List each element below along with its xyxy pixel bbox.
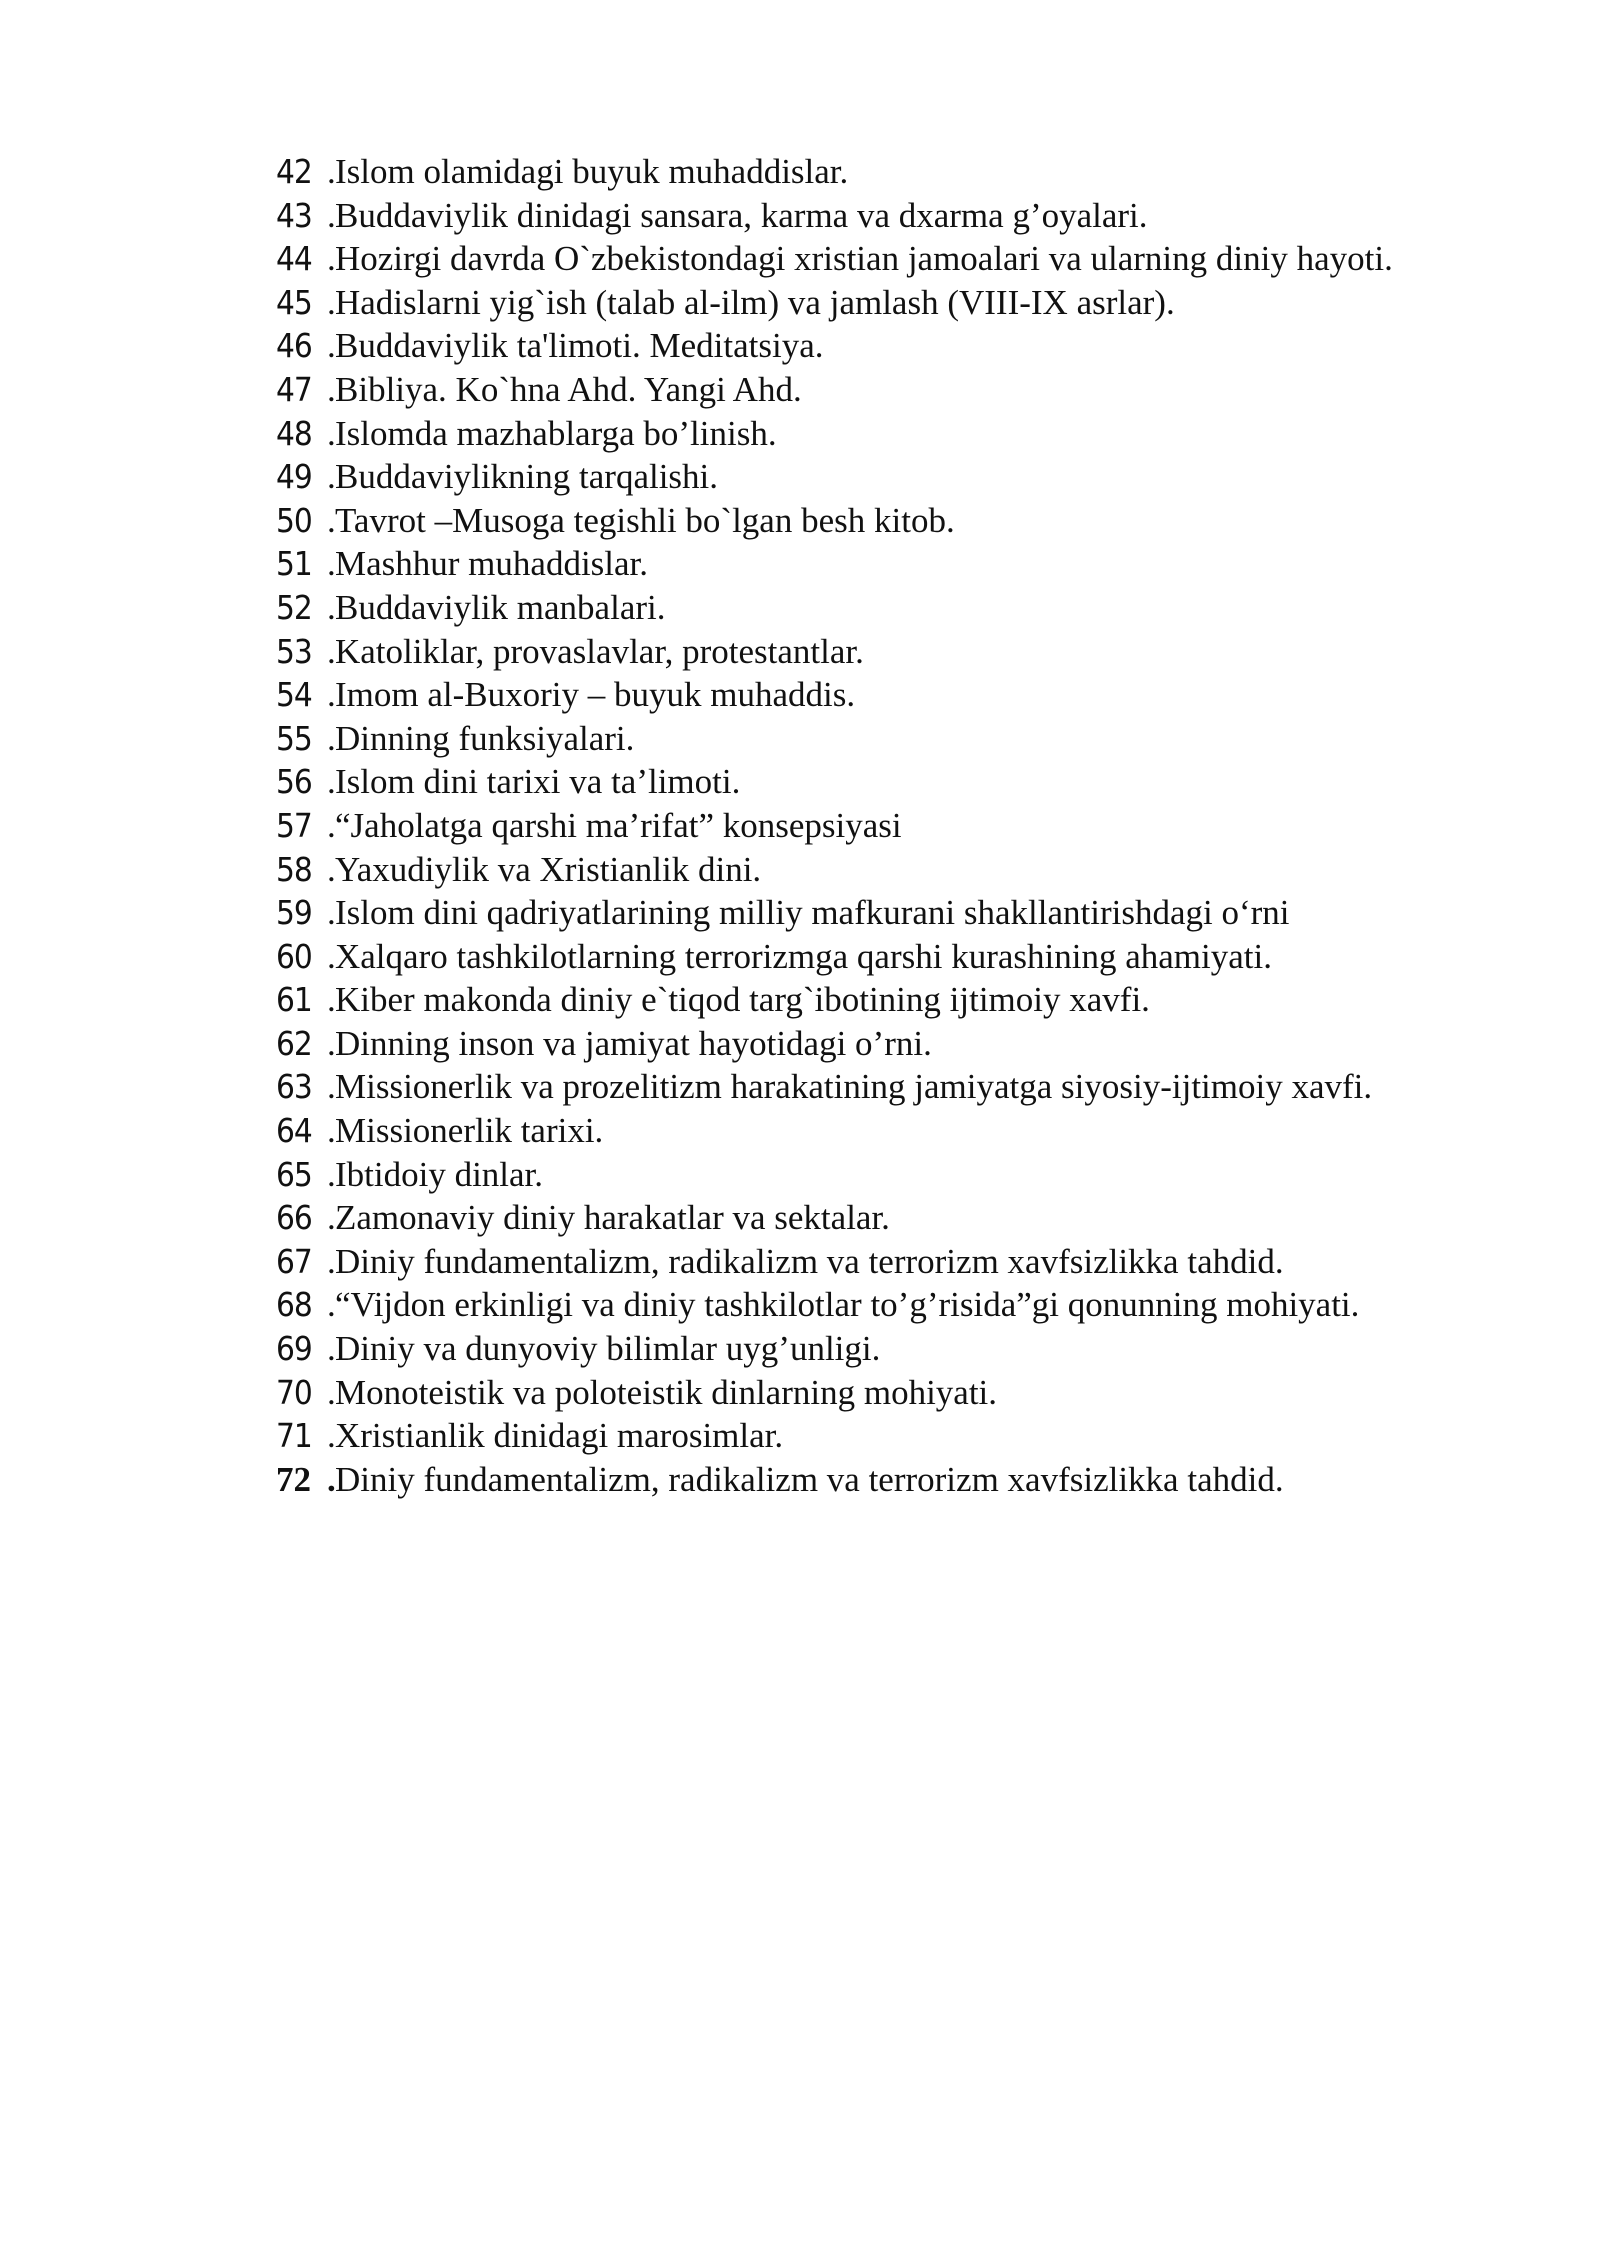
list-item (276, 281, 1476, 325)
item-text: “Vijdon erkinligi va diniy tashkilotlar to’g’risida”gi qonunning mohiyati. (335, 1285, 1360, 1325)
item-number-period: . (327, 544, 336, 584)
item-text: Islom dini tarixi va ta’limoti. (335, 762, 741, 802)
item-number-period: . (327, 1459, 336, 1499)
list-item (276, 324, 1476, 368)
item-text: Diniy fundamentalizm, radikalizm va terrorizm xavfsizlikka tahdid. (335, 1241, 1284, 1281)
item-number-period: . (327, 500, 336, 540)
list-item (276, 1371, 1476, 1415)
item-text: Hozirgi davrda O`zbekistondagi xristian jamoalari va ularning diniy hayoti. (335, 239, 1393, 279)
item-number: 51 (276, 544, 312, 584)
item-number-period: . (327, 675, 336, 715)
item-text: Missionerlik tarixi. (335, 1111, 604, 1151)
item-text: Dinning funksiyalari. (335, 718, 635, 758)
item-number: 63 (276, 1067, 312, 1107)
item-number: 44 (276, 239, 312, 279)
list-item (276, 499, 1476, 543)
item-text: “Jaholatga qarshi ma’rifat” konsepsiyasi (335, 805, 902, 845)
list-item (276, 717, 1476, 761)
item-number-period: . (327, 718, 336, 758)
item-text: Diniy va dunyoviy bilimlar uyg’unligi. (335, 1329, 881, 1369)
list-item (276, 935, 1476, 979)
list-item (276, 1196, 1476, 1240)
item-number-period: . (327, 1285, 336, 1325)
item-number-period: . (327, 326, 336, 366)
list-item (276, 1458, 1476, 1502)
item-number-period: . (327, 195, 336, 235)
item-text: Mashhur muhaddislar. (335, 544, 649, 584)
list-item (276, 412, 1476, 456)
item-number-period: . (327, 936, 336, 976)
item-number-period: . (327, 980, 336, 1020)
item-number-period: . (327, 1111, 336, 1151)
item-text: Missionerlik va prozelitizm harakatining jamiyatga siyosiy-ijtimoiy xavfi. (335, 1067, 1373, 1107)
item-number-period: . (327, 1329, 336, 1369)
item-text: Zamonaviy diniy harakatlar va sektalar. (335, 1198, 890, 1238)
list-item (276, 1022, 1476, 1066)
item-number: 53 (276, 631, 312, 671)
item-number: 64 (276, 1111, 312, 1151)
list-item (276, 1065, 1476, 1109)
list-item (276, 1283, 1476, 1327)
item-text: Monoteistik va poloteistik dinlarning mohiyati. (335, 1372, 998, 1412)
item-number-period: . (327, 1023, 336, 1063)
item-number: 57 (276, 805, 312, 845)
list-item (276, 760, 1476, 804)
item-number: 46 (276, 326, 312, 366)
list-item (276, 586, 1476, 630)
item-number: 67 (276, 1241, 312, 1281)
list-item (276, 455, 1476, 499)
item-text: Kiber makonda diniy e`tiqod targ`ibotining ijtimoiy xavfi. (335, 980, 1150, 1020)
item-number-period: . (327, 413, 336, 453)
list-item (276, 1153, 1476, 1197)
list-item (276, 1240, 1476, 1284)
item-number-period: . (327, 1154, 336, 1194)
item-number-period: . (327, 849, 336, 889)
item-number-period: . (327, 152, 336, 191)
item-number-period: . (327, 457, 336, 497)
item-text: Islom dini qadriyatlarining milliy mafkurani shakllantirishdagi o‘rni (335, 893, 1290, 933)
item-number-period: . (327, 587, 336, 627)
item-number: 60 (276, 936, 312, 976)
list-item (276, 150, 1476, 194)
item-number: 71 (276, 1416, 312, 1456)
item-number: 68 (276, 1285, 312, 1325)
item-text: Islom olamidagi buyuk muhaddislar. (335, 152, 849, 191)
topic-list (276, 150, 1476, 1501)
item-number: 56 (276, 762, 312, 802)
item-number: 50 (276, 500, 312, 540)
item-number-period: . (327, 369, 336, 409)
item-number: 47 (276, 369, 312, 409)
list-item (276, 542, 1476, 586)
item-text: Islomda mazhablarga bo’linish. (335, 413, 777, 453)
item-number: 54 (276, 675, 312, 715)
item-number: 72 (276, 1459, 311, 1499)
item-number-period: . (327, 239, 336, 279)
item-number-period: . (327, 1372, 336, 1412)
list-item (276, 630, 1476, 674)
list-item (276, 1109, 1476, 1153)
item-text: Xristianlik dinidagi marosimlar. (335, 1416, 784, 1456)
item-number-period: . (327, 893, 336, 933)
item-text: Buddaviylik ta'limoti. Meditatsiya. (335, 326, 824, 366)
list-item (276, 1327, 1476, 1371)
item-number: 61 (276, 980, 312, 1020)
item-number-period: . (327, 1198, 336, 1238)
item-number: 65 (276, 1154, 312, 1194)
item-text: Ibtidoiy dinlar. (335, 1154, 544, 1194)
item-number-period: . (327, 1067, 336, 1107)
item-text: Buddaviylik dinidagi sansara, karma va dxarma g’oyalari. (335, 195, 1148, 235)
list-item (276, 804, 1476, 848)
item-text: Diniy fundamentalizm, radikalizm va terrorizm xavfsizlikka tahdid. (335, 1459, 1284, 1499)
item-number: 45 (276, 282, 312, 322)
item-number: 48 (276, 413, 312, 453)
item-number: 49 (276, 457, 312, 497)
list-item (276, 848, 1476, 892)
item-text: Dinning inson va jamiyat hayotidagi o’rni. (335, 1023, 932, 1063)
item-text: Tavrot –Musoga tegishli bo`lgan besh kitob. (335, 500, 955, 540)
item-text: Xalqaro tashkilotlarning terrorizmga qarshi kurashining ahamiyati. (335, 936, 1272, 976)
list-item (276, 673, 1476, 717)
item-number-period: . (327, 805, 336, 845)
list-item (276, 978, 1476, 1022)
item-text: Katoliklar, provaslavlar, protestantlar. (335, 631, 864, 671)
item-number: 59 (276, 893, 312, 933)
item-number: 52 (276, 587, 312, 627)
list-item (276, 891, 1476, 935)
item-text: Bibliya. Ko`hna Ahd. Yangi Ahd. (335, 369, 802, 409)
list-item (276, 194, 1476, 238)
item-number-period: . (327, 762, 336, 802)
item-number: 66 (276, 1198, 312, 1238)
item-text: Buddaviylik manbalari. (335, 587, 666, 627)
list-item (276, 237, 1476, 281)
item-number: 42 (276, 152, 312, 191)
item-number: 70 (276, 1372, 312, 1412)
item-text: Buddaviylikning tarqalishi. (335, 457, 719, 497)
item-number-period: . (327, 282, 336, 322)
item-number: 43 (276, 195, 312, 235)
item-text: Yaxudiylik va Xristianlik dini. (335, 849, 762, 889)
item-number: 55 (276, 718, 312, 758)
list-item (276, 368, 1476, 412)
list-item (276, 1414, 1476, 1458)
item-number: 69 (276, 1329, 312, 1369)
item-number-period: . (327, 1416, 336, 1456)
item-number: 58 (276, 849, 312, 889)
item-number-period: . (327, 631, 336, 671)
item-number: 62 (276, 1023, 312, 1063)
item-text: Imom al-Buxoriy – buyuk muhaddis. (335, 675, 856, 715)
item-number-period: . (327, 1241, 336, 1281)
item-text: Hadislarni yig`ish (talab al-ilm) va jamlash (VIII-IX asrlar). (335, 282, 1175, 322)
